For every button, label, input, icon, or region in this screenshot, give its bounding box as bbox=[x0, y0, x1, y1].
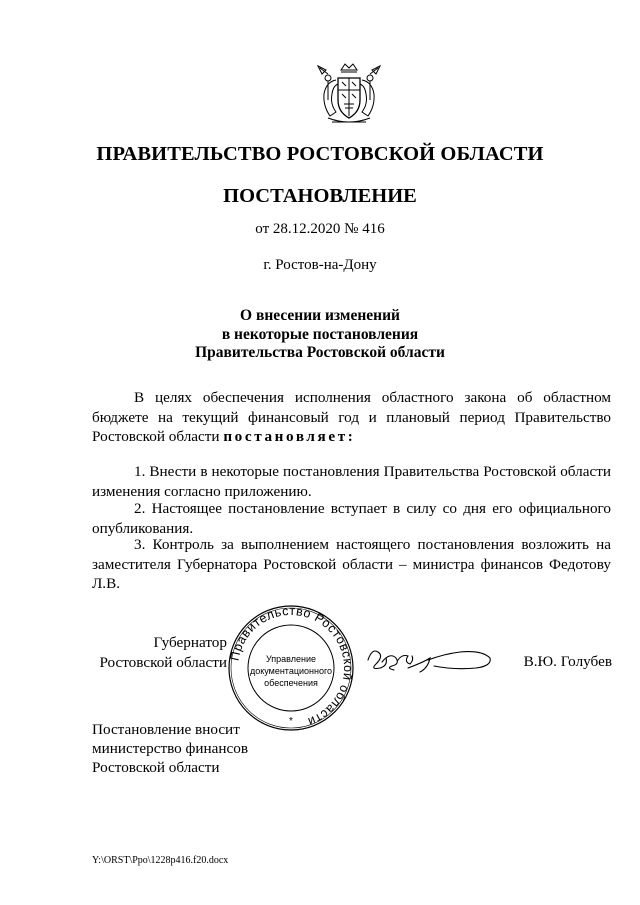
handwritten-signature bbox=[364, 638, 494, 684]
seal-star: * bbox=[289, 716, 293, 727]
seal-inner-line: обеспечения bbox=[264, 678, 318, 688]
document-type: ПОСТАНОВЛЕНИЕ bbox=[223, 185, 417, 207]
document-date-number: от 28.12.2020 № 416 bbox=[255, 221, 385, 237]
signatory-role-line: Ростовской области bbox=[99, 653, 227, 671]
official-seal bbox=[227, 604, 355, 732]
signatory-role bbox=[92, 633, 227, 672]
coat-of-arms-icon bbox=[314, 60, 384, 128]
submitter-line: министерство финансов bbox=[92, 740, 249, 757]
submitter-block bbox=[92, 720, 248, 777]
seal-inner-line: Управление bbox=[265, 654, 317, 664]
signatory-role-line: Губернатор bbox=[153, 634, 227, 651]
subject-line: Правительства Ростовской области bbox=[195, 344, 445, 361]
resolution-item-3: 3. Контроль за выполнением настоящего постановления возложить на заместителя Губернатора Ростовской области – министра финансов Федотову Л.В. bbox=[92, 536, 611, 592]
signatory-name: В.Ю. Голубев bbox=[523, 653, 612, 670]
document-city: г. Ростов-на-Дону bbox=[263, 257, 377, 273]
resolution-item-2: 2. Настоящее постановление вступает в силу со дня его официального опубликования. bbox=[92, 500, 611, 537]
intro-text: В целях обеспечения исполнения областного закона об областном бюджете на текущий финансовый год и плановый период Правительство Ростовской области bbox=[92, 389, 611, 445]
document-subject bbox=[0, 307, 640, 363]
submitter-line: Постановление вносит bbox=[92, 721, 240, 738]
submitter-line: Ростовской области bbox=[92, 759, 220, 776]
resolution-keyword: постановляет: bbox=[223, 428, 356, 445]
government-title: ПРАВИТЕЛЬСТВО РОСТОВСКОЙ ОБЛАСТИ bbox=[96, 143, 544, 165]
seal-inner-line: документационного bbox=[249, 666, 333, 676]
resolution-item-1: 1. Внести в некоторые постановления Правительства Ростовской области изменения согласно приложению. bbox=[92, 463, 611, 500]
file-path-footer: Y:\ORST\Ppo\1228p416.f20.docx bbox=[92, 855, 229, 866]
seal-outer-text: Правительство Ростовской области bbox=[227, 604, 355, 730]
subject-line: в некоторые постановления bbox=[221, 325, 419, 343]
intro-paragraph bbox=[92, 388, 611, 447]
subject-line: О внесении изменений bbox=[240, 307, 400, 324]
